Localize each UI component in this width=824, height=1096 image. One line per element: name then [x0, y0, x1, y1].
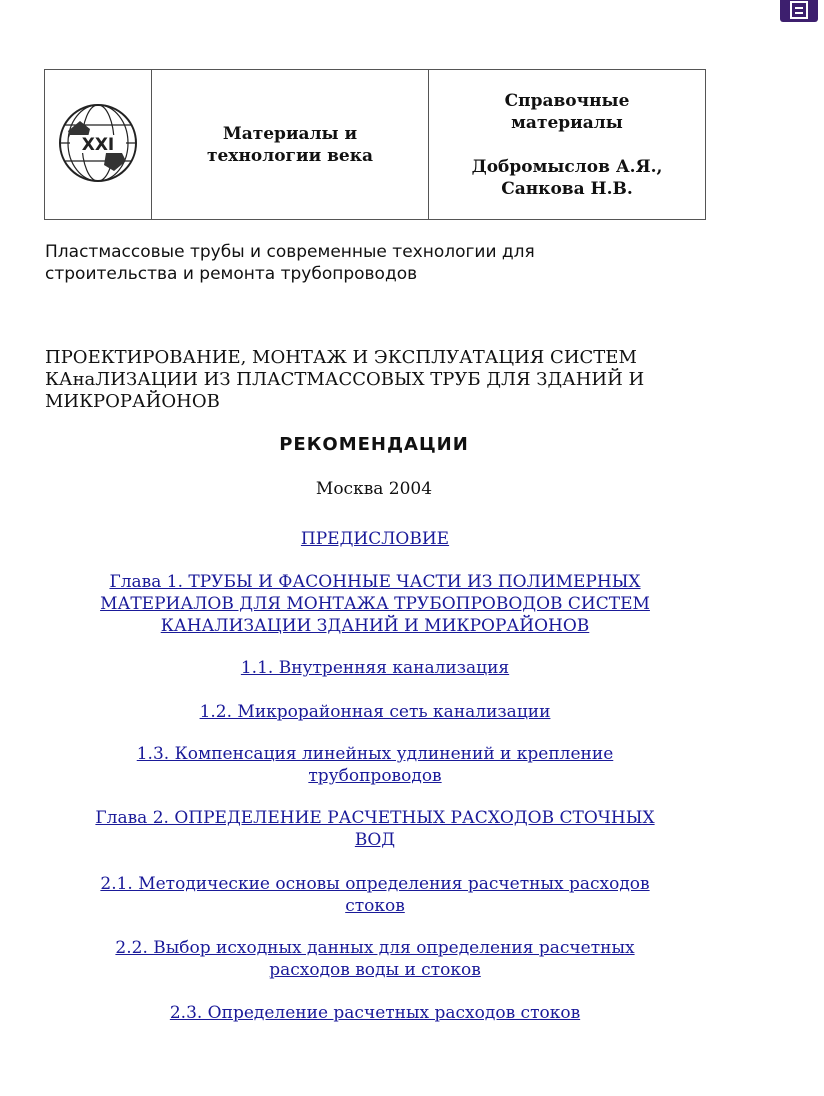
toc-link-2-3[interactable]: 2.3. Определение расчетных расходов стоков — [169, 1003, 581, 1023]
reference-label-line2: материалы — [511, 112, 623, 133]
toc-link-preface[interactable]: ПРЕДИСЛОВИЕ — [300, 529, 450, 549]
reference-info-cell — [429, 70, 706, 220]
subtitle-line1: Пластмассовые трубы и современные технологии для — [45, 242, 535, 262]
corner-menu-button[interactable] — [780, 0, 818, 22]
toc-link-1-1[interactable]: 1.1. Внутренняя канализация — [240, 658, 510, 678]
subtitle-line2: строительства и ремонта трубопроводов — [45, 264, 418, 284]
authors-line2: Санкова Н.В. — [501, 178, 633, 199]
series-title-line2: технологии века — [206, 145, 374, 166]
series-title-cell — [152, 70, 429, 220]
document-title — [45, 347, 705, 413]
title-line3: МИКРОРАЙОНОВ — [45, 391, 220, 412]
toc-link-2-2[interactable]: 2.2. Выбор исходных данных для определения расчетных расходов воды и стоков — [115, 938, 635, 980]
reference-label-line1: Справочные — [504, 90, 630, 111]
title-line1: ПРОЕКТИРОВАНИЕ, МОНТАЖ И ЭКСПЛУАТАЦИЯ СИСТЕМ — [45, 347, 637, 368]
series-title-line1: Материалы и — [222, 123, 358, 144]
header-table — [44, 69, 706, 220]
recommendations-heading: РЕКОМЕНДАЦИИ — [279, 434, 469, 455]
title-line2: КАнаЛИЗАЦИИ ИЗ ПЛАСТМАССОВЫХ ТРУБ ДЛЯ ЗДАНИЙ И — [45, 369, 645, 390]
logo-cell — [45, 70, 152, 220]
book-subtitle — [45, 241, 685, 285]
toc-link-1-2[interactable]: 1.2. Микрорайонная сеть канализации — [199, 702, 551, 722]
toc-link-chapter-2[interactable]: Глава 2. ОПРЕДЕЛЕНИЕ РАСЧЕТНЫХ РАСХОДОВ СТОЧНЫХ ВОД — [95, 808, 655, 850]
toc-link-1-3[interactable]: 1.3. Компенсация линейных удлинений и крепление трубопроводов — [136, 744, 614, 786]
globe-logo-icon — [56, 101, 140, 185]
place-year: Москва 2004 — [315, 479, 433, 499]
book-icon — [780, 0, 818, 22]
authors-line1: Добромыслов А.Я., — [471, 156, 663, 177]
toc-link-2-1[interactable]: 2.1. Методические основы определения расчетных расходов стоков — [100, 874, 650, 916]
toc-link-chapter-1[interactable]: Глава 1. ТРУБЫ И ФАСОННЫЕ ЧАСТИ ИЗ ПОЛИМЕРНЫХ МАТЕРИАЛОВ ДЛЯ МОНТАЖА ТРУБОПРОВОДОВ СИСТЕМ КАНАЛИЗАЦИИ ЗДАНИЙ И МИКРОРАЙОНОВ — [100, 572, 650, 636]
logo-text: XXI — [81, 134, 115, 155]
